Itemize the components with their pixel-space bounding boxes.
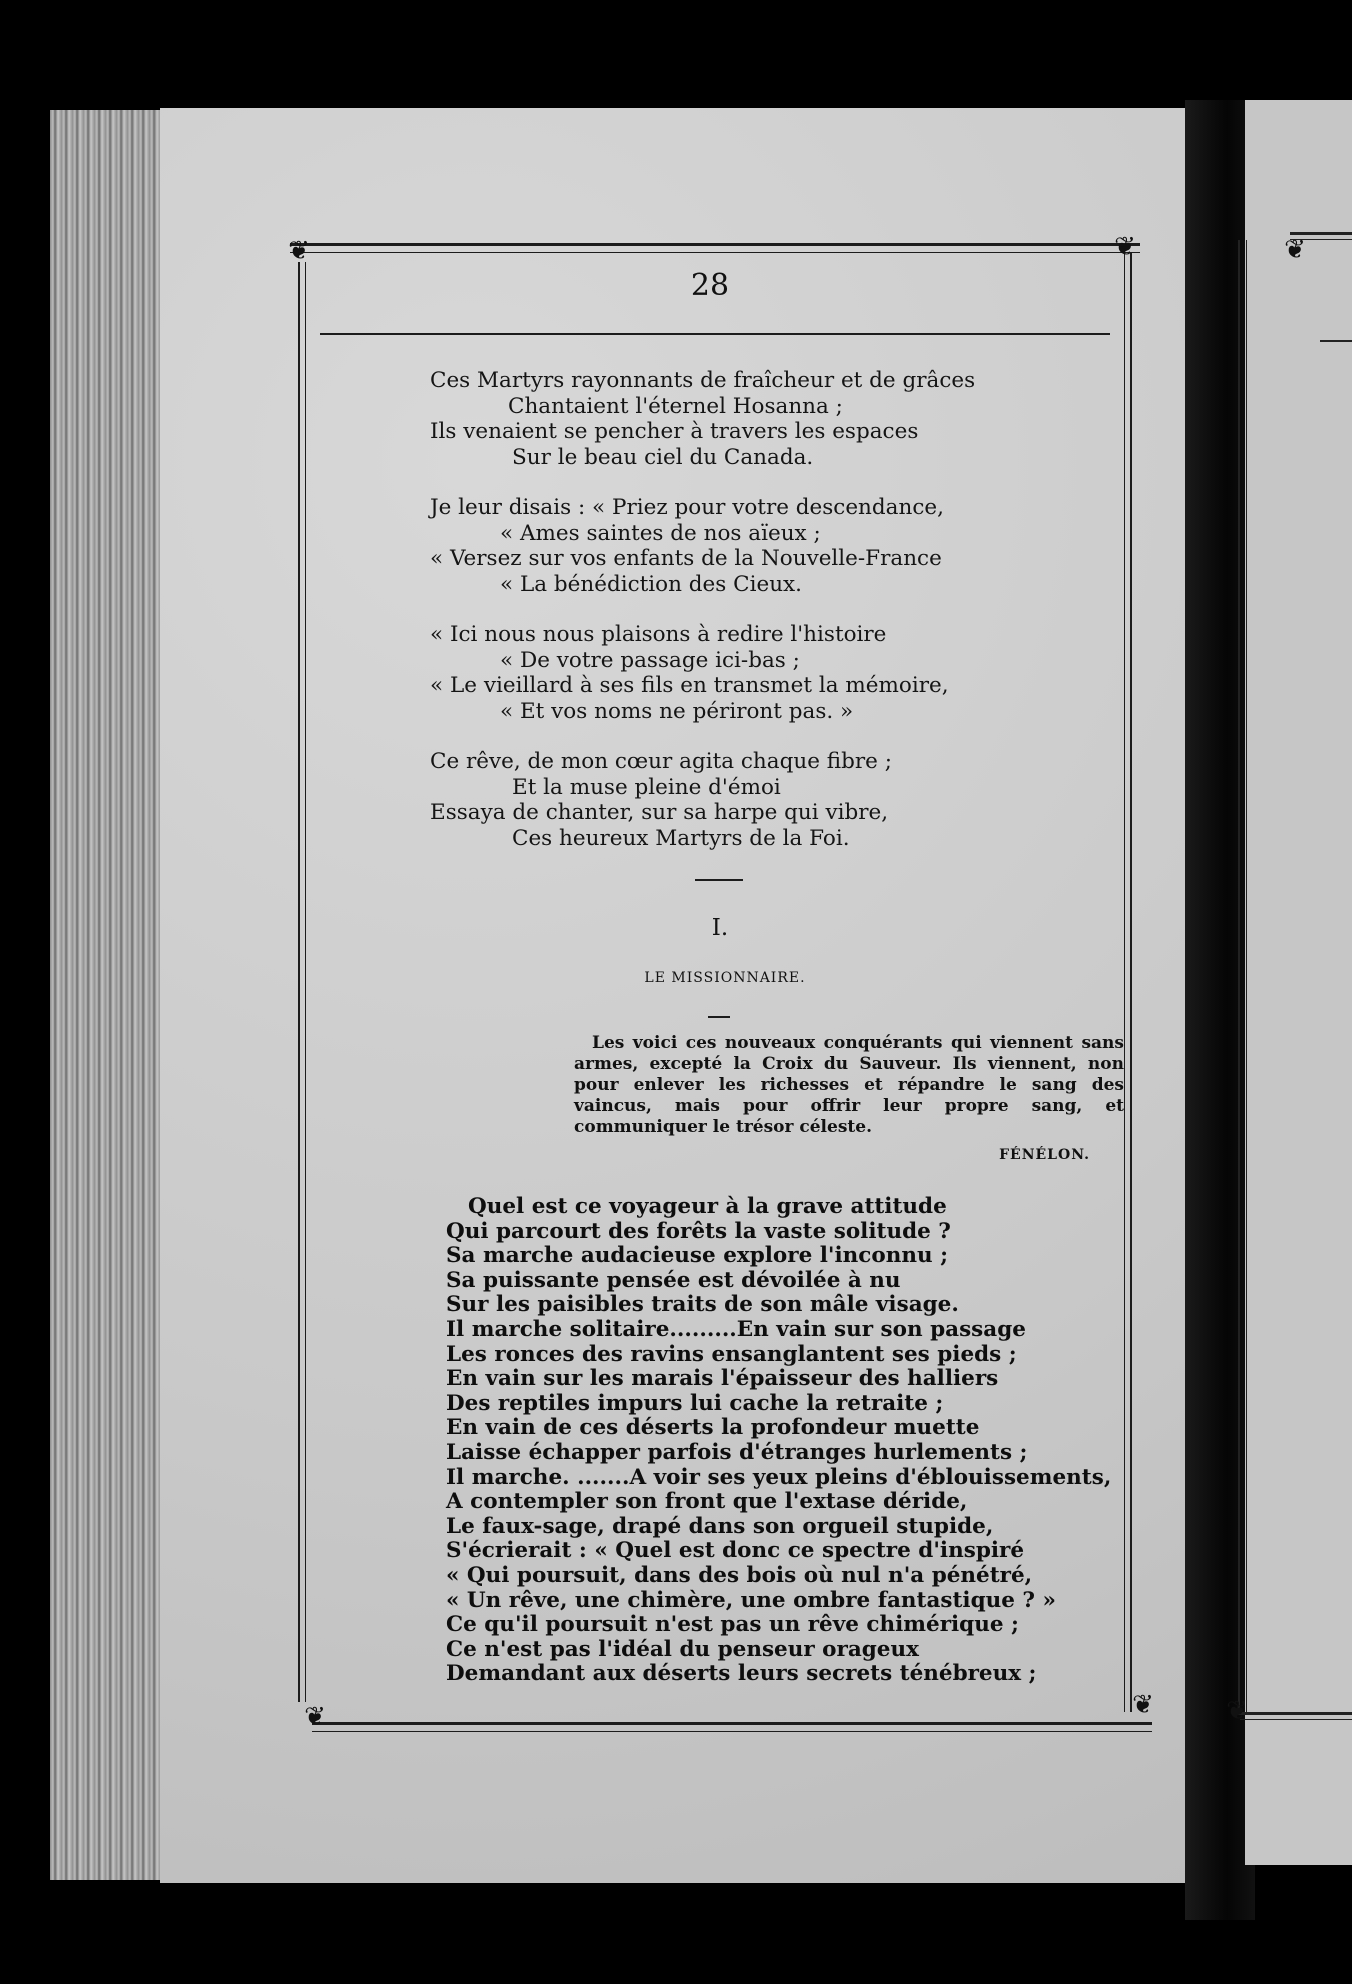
verse-line: Ces heureux Martyrs de la Foi. (512, 825, 850, 851)
corner-ornament-icon: ❦ (288, 236, 310, 266)
poem-line: Sur les paisibles traits de son mâle visage. (446, 1292, 959, 1318)
poem-line: En vain sur les marais l'épaisseur des halliers (446, 1366, 999, 1392)
poem-line: « Qui poursuit, dans des bois où nul n'a pénétré, (446, 1562, 1033, 1588)
facing-page (1245, 100, 1352, 1865)
facing-corner-ornament-icon: ❦ (1284, 235, 1306, 265)
epigraph-text: Les voici ces nouveaux conquérants qui viennent sans armes, excepté la Croix du Sauveur. Ils viennent, non pour enlever les richesses et répandre le sang des vaincus, mais pour offrir leur propre sang, et communiquer le trésor céleste. (574, 1033, 1124, 1137)
frame-left-rule (298, 262, 306, 1702)
verse-line: Ils venaient se pencher à travers les espaces (430, 419, 919, 444)
facing-page-rule (1320, 340, 1352, 342)
section-number: I. (711, 915, 729, 941)
poem-line: Ce n'est pas l'idéal du penseur orageux (446, 1636, 919, 1662)
poem-line: Sa puissante pensée est dévoilée à nu (446, 1267, 901, 1293)
corner-ornament-icon: ❦ (1114, 232, 1136, 262)
verse-line: Chantaient l'éternel Hosanna ; (508, 393, 843, 419)
frame-top-rule (290, 243, 1140, 253)
poem-line: Sa marche audacieuse explore l'inconnu ; (446, 1243, 949, 1269)
verse-line: Et la muse pleine d'émoi (512, 774, 781, 800)
poem-line: A contempler son front que l'extase déride, (446, 1489, 968, 1515)
poem-line: Les ronces des ravins ensanglantent ses pieds ; (446, 1341, 1017, 1367)
verse-line: « Et vos noms ne périront pas. » (500, 698, 854, 724)
stanza (430, 749, 1050, 851)
poem-line: S'écrierait : « Quel est donc ce spectre d'inspiré (446, 1538, 1025, 1564)
epigraph-author: FÉNÉLON. (999, 1147, 1090, 1163)
section-divider (695, 879, 743, 881)
verse-line: Essaya de chanter, sur sa harpe qui vibre, (430, 800, 889, 825)
verse-line: Je leur disais : « Priez pour votre descendance, (430, 495, 944, 520)
stanza (430, 495, 1050, 597)
stanza (430, 622, 1050, 724)
facing-page-frame-left (1238, 240, 1247, 1715)
page-number: 28 (690, 268, 730, 303)
title-dash (708, 1016, 730, 1018)
opening-verse (430, 368, 1050, 876)
epigraph (574, 1033, 1124, 1138)
verse-line: Ce rêve, de mon cœur agita chaque fibre ; (430, 749, 892, 774)
poem-body (446, 1195, 1126, 1687)
poem-line: En vain de ces déserts la profondeur muette (446, 1415, 980, 1441)
frame-bottom-rule (312, 1722, 1152, 1732)
book-page-stack-edge (50, 110, 170, 1880)
poem-line: Laisse échapper parfois d'étranges hurlements ; (446, 1439, 1028, 1465)
corner-ornament-icon: ❦ (304, 1702, 326, 1732)
poem-line: Il marche. .......A voir ses yeux pleins d'éblouissements, (446, 1464, 1112, 1490)
poem-line: Des reptiles impurs lui cache la retraite ; (446, 1390, 944, 1416)
facing-corner-ornament-icon: ❦ (1226, 1696, 1248, 1726)
verse-line: « Ames saintes de nos aïeux ; (500, 520, 821, 546)
poem-line: Le faux-sage, drapé dans son orgueil stupide, (446, 1513, 994, 1539)
verse-line: « Le vieillard à ses fils en transmet la mémoire, (430, 673, 949, 698)
facing-page-frame-bottom (1240, 1712, 1352, 1720)
poem-line: Ce qu'il poursuit n'est pas un rêve chimérique ; (446, 1612, 1019, 1638)
poem-line: « Un rêve, une chimère, une ombre fantastique ? » (446, 1587, 1056, 1613)
poem-line: Il marche solitaire.........En vain sur son passage (446, 1316, 1026, 1342)
poem-line: Demandant aux déserts leurs secrets ténébreux ; (446, 1661, 1037, 1687)
header-rule (320, 333, 1110, 335)
corner-ornament-icon: ❦ (1132, 1690, 1154, 1720)
poem-line: Qui parcourt des forêts la vaste solitude ? (446, 1218, 951, 1244)
verse-line: « Versez sur vos enfants de la Nouvelle-France (430, 546, 942, 571)
verse-line: « La bénédiction des Cieux. (500, 571, 803, 597)
verse-line: Ces Martyrs rayonnants de fraîcheur et de grâces (430, 368, 976, 393)
verse-line: « Ici nous nous plaisons à redire l'histoire (430, 622, 887, 647)
stanza (430, 368, 1050, 470)
section-title: LE MISSIONNAIRE. (644, 970, 806, 986)
poem-line: Quel est ce voyageur à la grave attitude (468, 1194, 947, 1219)
verse-line: Sur le beau ciel du Canada. (512, 444, 814, 470)
verse-line: « De votre passage ici-bas ; (500, 647, 800, 673)
